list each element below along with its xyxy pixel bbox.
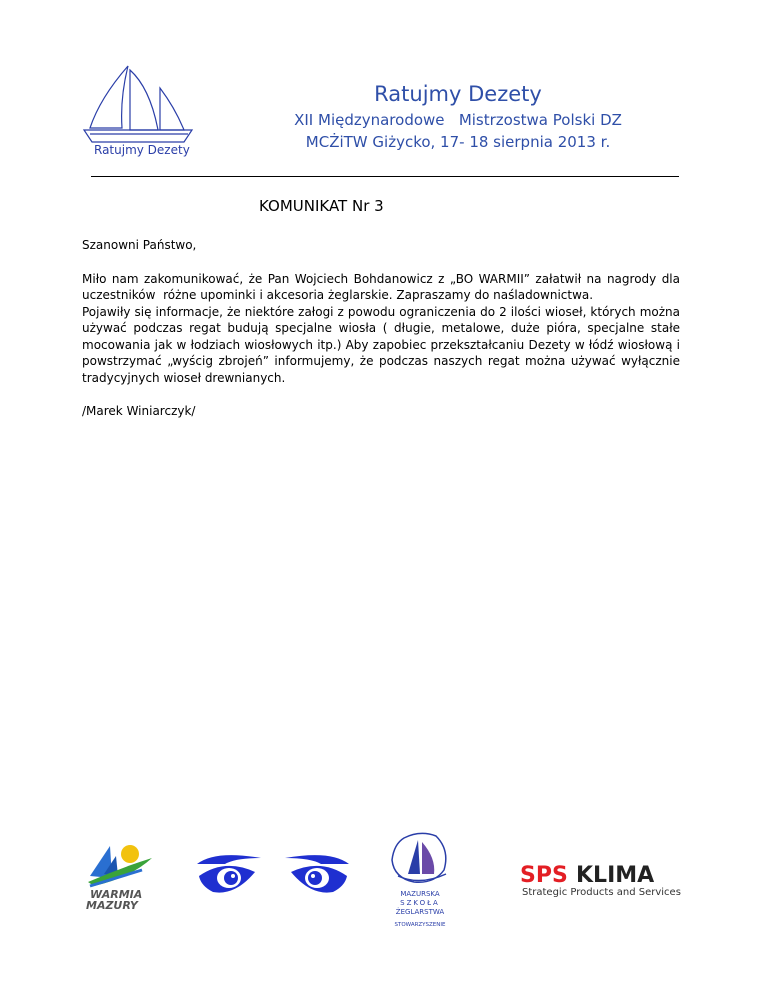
mazury-text: MAZURY: [86, 899, 138, 910]
sps-brand-a: SPS: [520, 863, 568, 888]
warmia-text: WARMIA: [90, 888, 143, 901]
header-line-1: XII Międzynarodowe Mistrzostwa Polski DZ: [294, 111, 622, 129]
mszs-line-3: ŻEGLARSTWA: [395, 908, 445, 916]
header-line-2: MCŻiTW Giżycko, 17- 18 sierpnia 2013 r.: [305, 133, 611, 151]
left-eye-logo: [195, 852, 265, 900]
signature: /Marek Winiarczyk/: [82, 404, 196, 418]
mszs-line-2: SZKOŁA: [400, 899, 440, 907]
mszs-line-1: MAZURSKA: [400, 890, 440, 898]
document-body: [82, 237, 684, 420]
document-heading: KOMUNIKAT Nr 3: [259, 197, 384, 215]
greeting: Szanowni Państwo,: [82, 238, 197, 252]
header-divider: [91, 176, 679, 177]
paragraph-1: Miło nam zakomunikować, że Pan Wojciech Bohdanowicz z „BO WARMII” załatwił na nagrody dla uczestników różne upominki i akcesoria żeglarskie. Zapraszamy do naśladownictwa.: [82, 271, 684, 302]
document-header: [228, 80, 688, 152]
sps-brand-b: KLIMA: [576, 863, 655, 888]
paragraph-2: Pojawiły się informacje, że niektóre załogi z powodu ograniczenia do 2 ilości wioseł, których można używać podczas regat budują specjalne wiosła ( długie, metalowe, duże pióra, specjalne stałe mocowania jak w łodziach wiosłowych itp.) Aby zapobiec przekształcaniu Dezety w łódź wiosłową i powstrzymać „wyścig zbrojeń” informujemy, że podczas naszych regat można używać wyłącznie tradycyjnych wioseł drewnianych.: [82, 304, 680, 385]
mszs-line-4: STOWARZYSZENIE: [394, 922, 446, 928]
right-eye-logo: [281, 852, 351, 900]
sps-tagline: Strategic Products and Services: [522, 887, 681, 898]
mazurska-szkola-zeglarstwa-logo: [384, 830, 456, 934]
warmia-mazury-logo: [80, 828, 162, 910]
logo-caption: Ratujmy Dezety: [94, 143, 190, 157]
sps-klima-logo: [518, 860, 698, 900]
header-title: Ratujmy Dezety: [374, 82, 542, 106]
